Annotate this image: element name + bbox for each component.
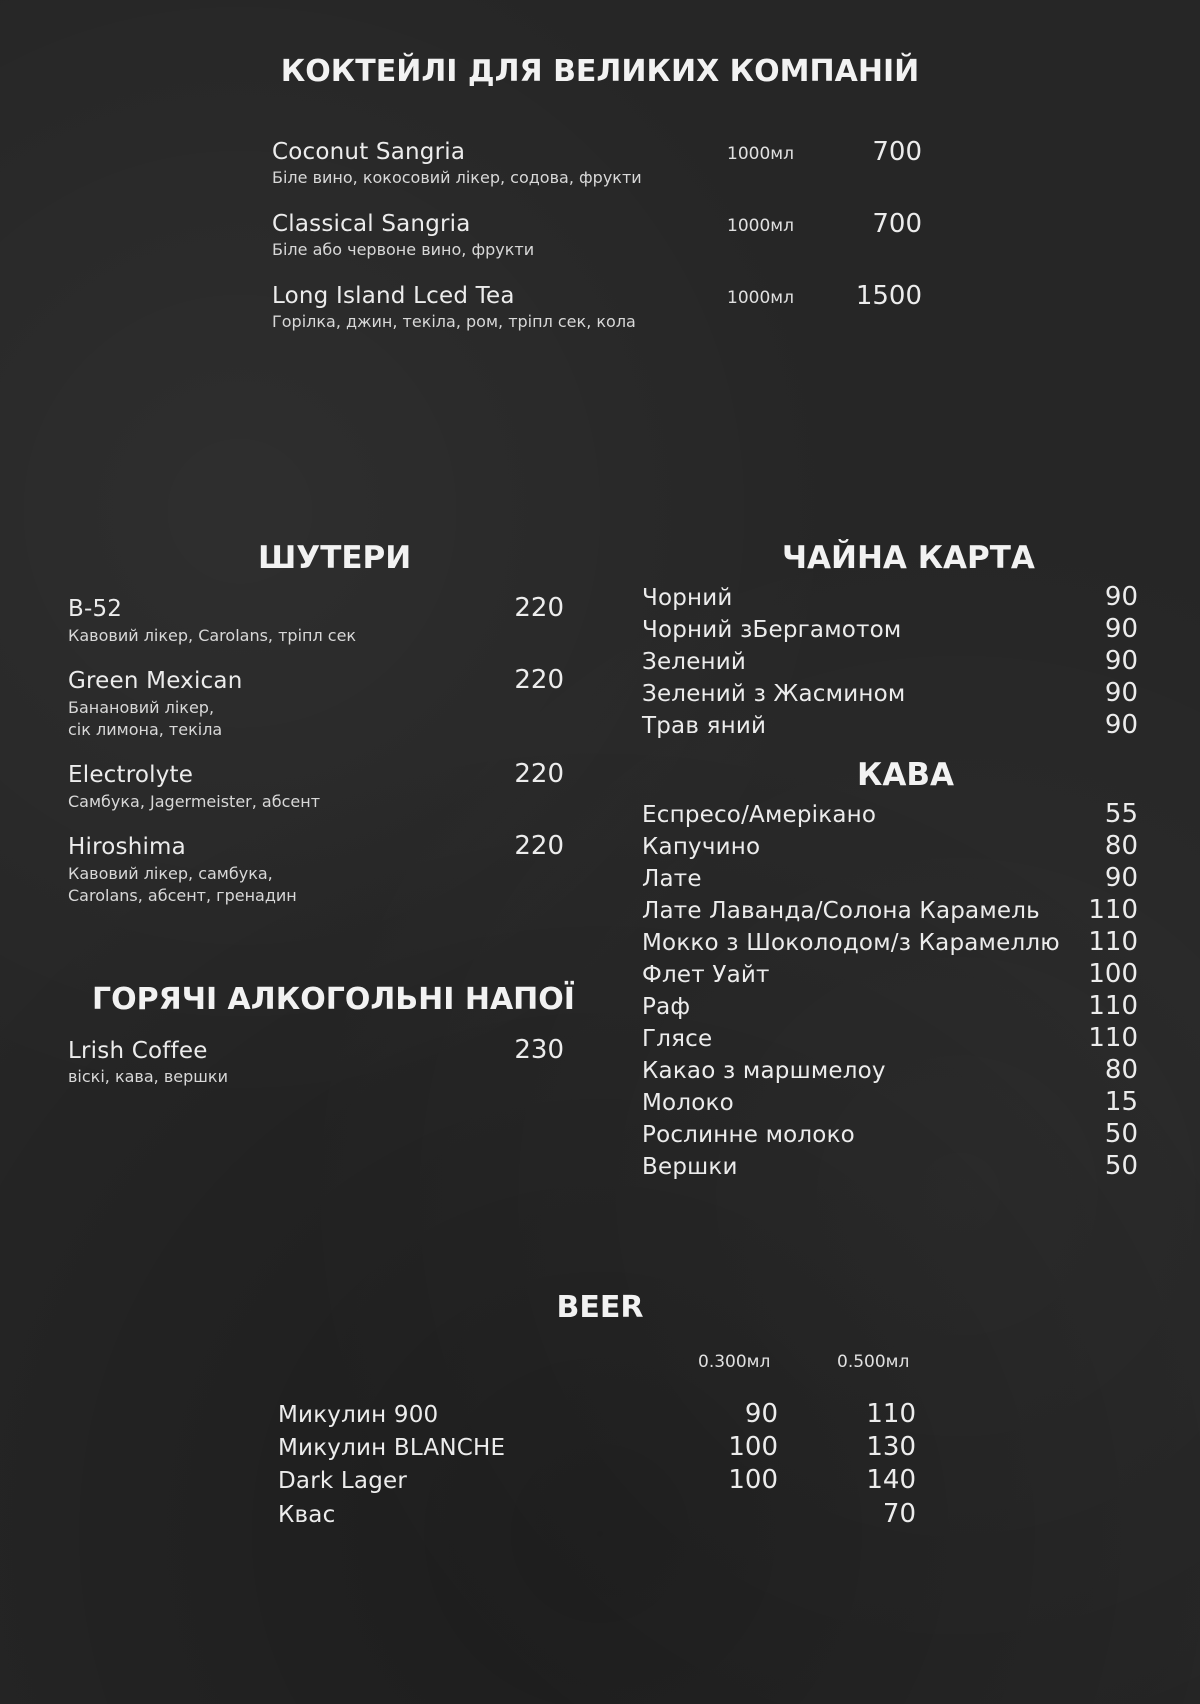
item-price-small: 100 — [728, 1432, 778, 1462]
item-name: Hiroshima — [68, 834, 186, 860]
item-price: 220 — [514, 759, 564, 789]
menu-item — [272, 139, 922, 203]
shooters-title: ШУТЕРИ — [258, 540, 412, 576]
menu-item — [642, 863, 1138, 896]
item-name: Green Mexican — [68, 668, 243, 694]
menu-item — [642, 895, 1138, 928]
item-price: 50 — [1104, 1119, 1138, 1149]
item-name: Микулин BLANCHE — [278, 1435, 506, 1461]
item-price-large: 110 — [866, 1399, 916, 1429]
coffee-title: КАВА — [857, 757, 954, 793]
item-price: 55 — [1104, 799, 1138, 829]
menu-item — [278, 1432, 916, 1467]
menu-item — [642, 614, 1138, 647]
item-price: 50 — [1104, 1151, 1138, 1181]
item-name: Coconut Sangria — [272, 139, 466, 165]
menu-item — [272, 211, 922, 275]
item-description-line: Carolans, абсент, гренадин — [68, 886, 297, 905]
menu-item — [642, 959, 1138, 992]
menu-item — [278, 1399, 916, 1434]
menu-item — [642, 991, 1138, 1024]
hot-alcohol-title: ГОРЯЧІ АЛКОГОЛЬНІ НАПОЇ — [92, 982, 575, 1017]
item-volume: 1000мл — [727, 288, 794, 308]
item-price: 80 — [1104, 1055, 1138, 1085]
cocktails-title: КОКТЕЙЛІ ДЛЯ ВЕЛИКИХ КОМПАНІЙ — [280, 54, 920, 89]
item-price: 220 — [514, 593, 564, 623]
item-name: Dark Lager — [278, 1468, 408, 1494]
item-price: 110 — [1088, 927, 1138, 957]
item-price: 110 — [1088, 991, 1138, 1021]
item-description — [68, 625, 356, 647]
menu-item — [642, 1023, 1138, 1056]
item-name: Трав яний — [642, 713, 767, 739]
item-name: Молоко — [642, 1090, 734, 1116]
item-volume: 1000мл — [727, 144, 794, 164]
item-description-line: Кавовий лікер, самбука, — [68, 864, 273, 883]
item-price: 220 — [514, 665, 564, 695]
item-name: Long Island Lced Tea — [272, 283, 515, 309]
item-name: Капучино — [642, 834, 761, 860]
menu-item — [272, 283, 922, 347]
menu-item — [278, 1465, 916, 1500]
item-price: 15 — [1104, 1087, 1138, 1117]
item-price-small: 90 — [744, 1399, 778, 1429]
item-price: 230 — [514, 1035, 564, 1065]
item-price: 90 — [1104, 646, 1138, 676]
item-name: Classical Sangria — [272, 211, 471, 237]
menu-item — [642, 646, 1138, 679]
tea-title: ЧАЙНА КАРТА — [782, 540, 1035, 576]
item-description: Горілка, джин, текіла, ром, тріпл сек, кола — [272, 312, 636, 331]
item-price: 700 — [872, 209, 922, 239]
menu-item — [642, 1087, 1138, 1120]
item-description-line: Кавовий лікер, Carolans, тріпл сек — [68, 626, 357, 645]
item-name: Чорний зБергамотом — [642, 617, 902, 643]
menu-item — [642, 831, 1138, 864]
item-name: Чорний — [642, 585, 733, 611]
item-price: 90 — [1104, 614, 1138, 644]
item-name: Микулин 900 — [278, 1402, 439, 1428]
item-price: 90 — [1104, 863, 1138, 893]
item-price-large: 140 — [866, 1465, 916, 1495]
item-price: 100 — [1088, 959, 1138, 989]
item-price-small: 100 — [728, 1465, 778, 1495]
menu-item — [642, 1151, 1138, 1184]
item-name: Еспресо/Амерікано — [642, 802, 877, 828]
item-name: Лате — [642, 866, 702, 892]
menu-item — [642, 1055, 1138, 1088]
item-name: Флет Уайт — [642, 962, 770, 988]
item-price: 90 — [1104, 710, 1138, 740]
item-name: Лате Лаванда/Солона Карамель — [642, 898, 1040, 924]
beer-volume-small-header: 0.300мл — [698, 1352, 771, 1372]
item-volume: 1000мл — [727, 216, 794, 236]
item-price-large: 70 — [882, 1499, 916, 1529]
item-description — [68, 863, 297, 907]
menu-item — [642, 1119, 1138, 1152]
item-name: Квас — [278, 1502, 336, 1528]
item-description-line: Самбука, Jagermeister, абсент — [68, 792, 321, 811]
item-description-line: сік лимона, текіла — [68, 720, 223, 739]
item-price-large: 130 — [866, 1432, 916, 1462]
item-name: Вершки — [642, 1154, 738, 1180]
item-name: Зелений — [642, 649, 747, 675]
item-price: 220 — [514, 831, 564, 861]
item-name: B-52 — [68, 596, 123, 622]
item-name: Мокко з Шоколодом/з Карамеллю — [642, 930, 1060, 956]
item-name: Зелений з Жасмином — [642, 681, 906, 707]
menu-item — [642, 582, 1138, 615]
item-name: Electrolyte — [68, 762, 194, 788]
item-price: 90 — [1104, 678, 1138, 708]
item-description: віскі, кава, вершки — [68, 1067, 228, 1086]
menu-item — [278, 1499, 916, 1534]
menu-item — [642, 710, 1138, 743]
item-name: Раф — [642, 994, 691, 1020]
item-price: 700 — [872, 137, 922, 167]
beer-title: BEER — [556, 1290, 644, 1325]
item-description: Біле або червоне вино, фрукти — [272, 240, 535, 259]
item-description — [68, 697, 222, 741]
item-price: 90 — [1104, 582, 1138, 612]
menu-item — [68, 1035, 564, 1088]
item-name: Рослинне молоко — [642, 1122, 855, 1148]
menu-item — [642, 927, 1138, 960]
menu-item — [642, 678, 1138, 711]
item-price: 110 — [1088, 1023, 1138, 1053]
beer-volume-large-header: 0.500мл — [837, 1352, 910, 1372]
item-name: Глясе — [642, 1026, 713, 1052]
item-description-line: Банановий лікер, — [68, 698, 215, 717]
item-price: 1500 — [855, 281, 922, 311]
item-price: 80 — [1104, 831, 1138, 861]
item-description: Біле вино, кокосовий лікер, содова, фрукти — [272, 168, 642, 187]
item-price: 110 — [1088, 895, 1138, 925]
item-name: Lrish Coffee — [68, 1038, 208, 1064]
item-description — [68, 791, 320, 813]
item-name: Какао з маршмелоу — [642, 1058, 886, 1084]
menu-item — [642, 799, 1138, 832]
